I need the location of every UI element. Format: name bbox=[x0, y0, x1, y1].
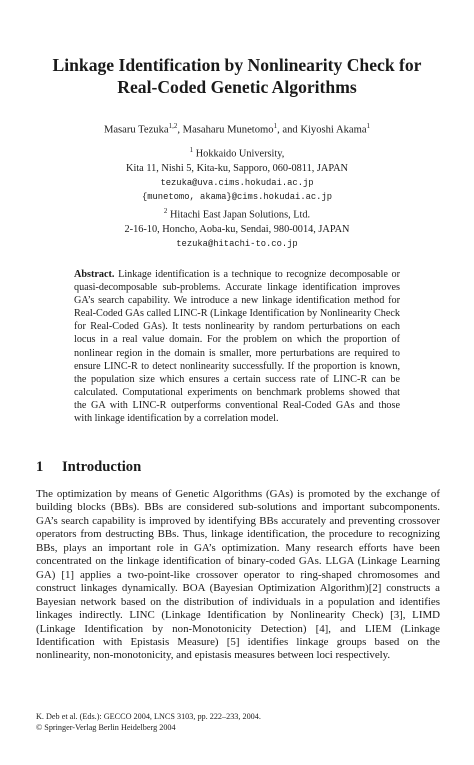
author-name: Kiyoshi Akama bbox=[300, 124, 367, 136]
author-affiliation-mark: 1 bbox=[366, 122, 371, 130]
citation-line: K. Deb et al. (Eds.): GECCO 2004, LNCS 3103, pp. 222–233, 2004. bbox=[36, 712, 261, 721]
intro-paragraph: The optimization by means of Genetic Algorithms (GAs) is promoted by the exchange of building blocks (BBs). BBs are considered sub-solutions and important subcomponents. GA’s search capability is improved by identifying BBs accurately and preventing crossover operators from destructing BBs. Thus, linkage identification, the procedure to recognizing BBs, plays an important role in GA’s optimization. Many research efforts have been concentrated on the linkage identification of binary-coded GAs. LLGA (Linkage Learning GA) [1] applies a two-point-like crossover operator to ring-shaped chromosomes and construct linkages dynamically. BOA (Bayesian Optimization Algorithm)[2] constructs a Bayesian network based on the distribution of individuals in a population and identifies linkages indirectly. LINC (Linkage Identification by Nonlinearity Check) [3], LIMD (Linkage Identification by non-Monotonicity Detection) [4], and LIEM (Linkage Identification with Epistasis Measure) [5] identifies linkage groups based on the nonlinearity, non-monotonicity, and epistasis measures between loci respectively. bbox=[36, 488, 440, 662]
title-line-1: Linkage Identification by Nonlinearity Check for bbox=[52, 55, 422, 75]
author-email: {munetomo, akama}@cims.hokudai.ac.jp bbox=[141, 192, 333, 203]
affiliation-address: Kita 11, Nishi 5, Kita-ku, Sapporo, 060-0811, JAPAN bbox=[126, 162, 348, 174]
affiliation-1-name bbox=[20, 143, 454, 162]
author-email: tezuka@hitachi-to.co.jp bbox=[176, 239, 298, 250]
affiliation-mark: 2 bbox=[163, 207, 168, 216]
affiliation-address: 2-16-10, Honcho, Aoba-ku, Sendai, 980-0014, JAPAN bbox=[124, 223, 350, 235]
affiliation-mark: 1 bbox=[189, 146, 194, 154]
institution: Hokkaido University, bbox=[195, 148, 285, 160]
author-email: tezuka@uva.cims.hokudai.ac.jp bbox=[160, 177, 314, 188]
section-heading bbox=[36, 459, 141, 476]
publication-footer bbox=[36, 711, 261, 733]
abstract-text: Linkage identification is a technique to recognize decomposable or quasi-decomposable sub-problems. Accurate linkage identification improves GA’s search capability. We introduce a new linkage identification method for Real-Coded GAs called LINC-R (Linkage Identification by Nonlinearity Check for Real-Coded GAs). It tests nonlinearity by random perturbations on each locus in a real value domain. For the problem on which the proportion of nonlinear region in the domain is smaller, more perturbations are required to ensure LINC-R to detect nonlinearity successfully. If the proportion is known, the population size which ensures a certain success rate of LINC-R can be calculated. Computational experiments on benchmark problems showed that the GA with LINC-R outperforms conventional Real-Coded GAs and those with linkage identification by a correlation model. bbox=[74, 269, 401, 425]
abstract bbox=[74, 268, 400, 425]
paper-title bbox=[20, 54, 454, 98]
title-line-2: Real-Coded Genetic Algorithms bbox=[117, 77, 357, 97]
abstract-label: Abstract. bbox=[74, 269, 115, 280]
author-list bbox=[20, 120, 454, 137]
author-separator: , and bbox=[277, 124, 301, 136]
institution: Hitachi East Japan Solutions, Ltd. bbox=[169, 209, 311, 221]
affiliations bbox=[20, 143, 454, 251]
author-affiliation-mark: 1,2 bbox=[168, 122, 178, 130]
affiliation-2-name bbox=[20, 204, 454, 223]
author-name: Masaru Tezuka bbox=[103, 124, 169, 136]
section-number: 1 bbox=[36, 459, 44, 475]
author-separator: , bbox=[177, 124, 183, 136]
copyright-line: © Springer-Verlag Berlin Heidelberg 2004 bbox=[36, 723, 176, 732]
author-affiliation-mark: 1 bbox=[273, 122, 278, 130]
section-title: Introduction bbox=[62, 459, 142, 475]
author-name: Masaharu Munetomo bbox=[182, 124, 274, 136]
